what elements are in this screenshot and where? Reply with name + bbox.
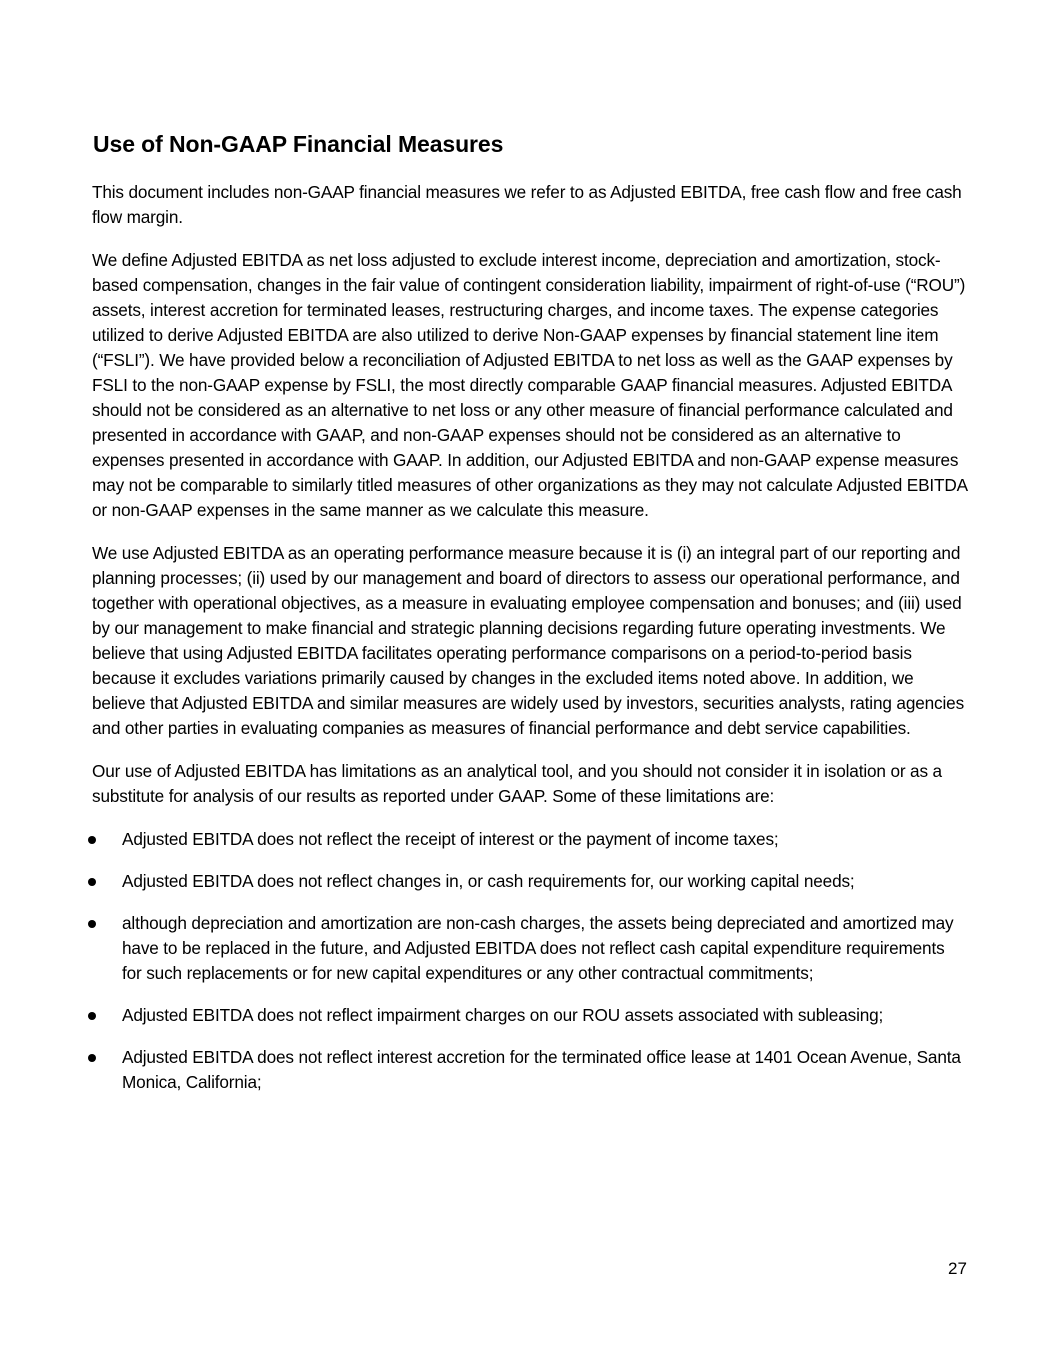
page-content (92, 126, 968, 1112)
bullet-icon (88, 1012, 96, 1020)
page-number: 27 (948, 1259, 967, 1278)
bullet-icon (88, 1054, 96, 1062)
limitations-list (92, 827, 968, 1095)
intro-paragraph: This document includes non-GAAP financial measures we refer to as Adjusted EBITDA, free cash flow and free cash flow margin. (92, 182, 962, 227)
list-item-text: Adjusted EBITDA does not reflect changes in, or cash requirements for, our working capital needs; (122, 871, 855, 891)
bullet-icon (88, 878, 96, 886)
definition-paragraph: We define Adjusted EBITDA as net loss adjusted to exclude interest income, depreciation and amortization, stock-based compensation, changes in the fair value of contingent consideration liability, impairment of right-of-use (“ROU”) assets, interest accretion for terminated leases, restructuring charges, and income taxes. The expense categories utilized to derive Adjusted EBITDA are also utilized to derive Non-GAAP expenses by financial statement line item (“FSLI”). We have provided below a reconciliation of Adjusted EBITDA to net loss as well as the GAAP expenses by FSLI to the non-GAAP expense by FSLI, the most directly comparable GAAP financial measures. Adjusted EBITDA should not be considered as an alternative to net loss or any other measure of financial performance calculated and presented in accordance with GAAP, and non-GAAP expenses should not be considered as an alternative to expenses presented in accordance with GAAP. In addition, our Adjusted EBITDA and non-GAAP expense measures may not be comparable to similarly titled measures of other organizations as they may not calculate Adjusted EBITDA or non-GAAP expenses in the same manner as we calculate this measure. (92, 250, 968, 520)
list-item (92, 911, 968, 986)
list-item (92, 827, 968, 852)
limitations-intro-paragraph: Our use of Adjusted EBITDA has limitations as an analytical tool, and you should not consider it in isolation or as a substitute for analysis of our results as reported under GAAP. Some of these limitations are: (92, 761, 942, 806)
page-title: Use of Non-GAAP Financial Measures (93, 131, 504, 157)
usage-paragraph: We use Adjusted EBITDA as an operating performance measure because it is (i) an integral part of our reporting and planning processes; (ii) used by our management and board of directors to assess our operational performance, and together with operational objectives, as a measure in evaluating employee compensation and bonuses; and (iii) used by our management to make financial and strategic planning decisions regarding future operating investments. We believe that using Adjusted EBITDA facilitates operating performance comparisons on a period-to-period basis because it excludes variations primarily caused by changes in the excluded items noted above. In addition, we believe that Adjusted EBITDA and similar measures are widely used by investors, securities analysts, rating agencies and other parties in evaluating companies as measures of financial performance and debt service capabilities. (92, 543, 965, 738)
bullet-icon (88, 920, 96, 928)
list-item (92, 869, 968, 894)
bullet-icon (88, 836, 96, 844)
list-item (92, 1003, 968, 1028)
list-item-text: Adjusted EBITDA does not reflect interest accretion for the terminated office lease at 1401 Ocean Avenue, Santa Monica, California; (122, 1047, 961, 1092)
list-item-text: Adjusted EBITDA does not reflect the receipt of interest or the payment of income taxes; (122, 829, 779, 849)
list-item-text: Adjusted EBITDA does not reflect impairment charges on our ROU assets associated with subleasing; (122, 1005, 884, 1025)
list-item-text: although depreciation and amortization are non-cash charges, the assets being depreciated and amortized may have to be replaced in the future, and Adjusted EBITDA does not reflect cash capital expenditure requirements for such replacements or for new capital expenditures or any other contractual commitments; (122, 913, 954, 983)
list-item (92, 1045, 968, 1095)
